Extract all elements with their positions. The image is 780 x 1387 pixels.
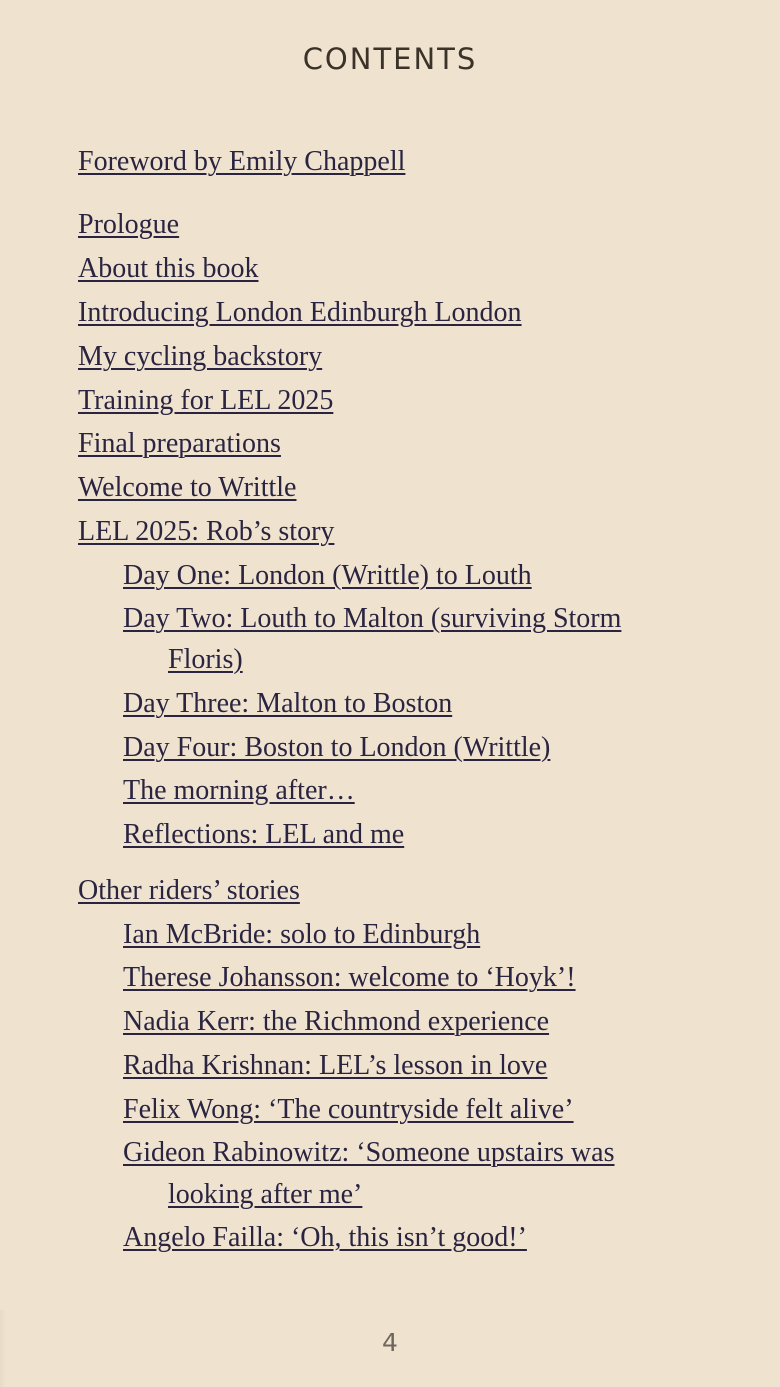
toc-item-final-preparations[interactable] <box>78 423 281 464</box>
toc-item-day-two[interactable] <box>123 598 621 639</box>
toc-link[interactable]: Prologue <box>78 209 180 240</box>
toc-item-training[interactable] <box>78 380 333 421</box>
toc-item-robs-story[interactable] <box>78 511 334 552</box>
toc-item-prologue[interactable] <box>78 204 179 245</box>
toc-link[interactable]: About this book <box>78 253 259 284</box>
toc-item-other-riders[interactable] <box>78 870 300 911</box>
toc-link[interactable]: Ian McBride: solo to Edinburgh <box>123 919 481 950</box>
toc-item-morning-after[interactable] <box>123 770 355 811</box>
toc-link[interactable]: The morning after… <box>123 775 355 806</box>
toc-item-introducing-lel[interactable] <box>78 292 522 333</box>
toc-link[interactable]: Final preparations <box>78 428 281 459</box>
toc-link[interactable]: Angelo Failla: ‘Oh, this isn’t good!’ <box>123 1222 527 1253</box>
toc-item-about-this-book[interactable] <box>78 248 258 289</box>
toc-link[interactable]: Day Three: Malton to Boston <box>123 688 453 719</box>
toc-item-radha-krishnan[interactable] <box>123 1045 547 1086</box>
toc-link[interactable]: Floris) <box>168 644 243 675</box>
toc-link[interactable]: Radha Krishnan: LEL’s lesson in love <box>123 1050 548 1081</box>
toc-link[interactable]: My cycling backstory <box>78 341 323 372</box>
toc-item-day-two-continued[interactable] <box>168 639 243 680</box>
toc-link[interactable]: Foreword by Emily Chappell <box>78 146 406 177</box>
toc-item-felix-wong[interactable] <box>123 1089 574 1130</box>
toc-link[interactable]: Introducing London Edinburgh London <box>78 297 522 328</box>
toc-item-welcome-to-writtle[interactable] <box>78 467 296 508</box>
toc-link[interactable]: Therese Johansson: welcome to ‘Hoyk’! <box>123 962 576 993</box>
page-number: 4 <box>382 1328 398 1357</box>
toc-link[interactable]: Training for LEL 2025 <box>78 385 334 416</box>
toc-link[interactable]: looking after me’ <box>168 1179 363 1210</box>
toc-item-gideon-rabinowitz-continued[interactable] <box>168 1174 362 1215</box>
toc-item-day-four[interactable] <box>123 727 550 768</box>
toc-link[interactable]: Day Four: Boston to London (Writtle) <box>123 732 551 763</box>
toc-item-reflections[interactable] <box>123 814 404 855</box>
toc-item-therese-johansson[interactable] <box>123 957 576 998</box>
toc-item-day-three[interactable] <box>123 683 452 724</box>
page-title: CONTENTS <box>302 42 478 76</box>
toc-item-day-one[interactable] <box>123 555 532 596</box>
toc-item-angelo-failla[interactable] <box>123 1217 527 1258</box>
toc-item-foreword[interactable] <box>78 141 405 182</box>
toc-item-cycling-backstory[interactable] <box>78 336 322 377</box>
toc-link[interactable]: Welcome to Writtle <box>78 472 297 503</box>
toc-link[interactable]: Nadia Kerr: the Richmond experience <box>123 1006 550 1037</box>
toc-link[interactable]: Day One: London (Writtle) to Louth <box>123 560 532 591</box>
toc-link[interactable]: Felix Wong: ‘The countryside felt alive’ <box>123 1094 574 1125</box>
toc-link[interactable]: Gideon Rabinowitz: ‘Someone upstairs was <box>123 1137 615 1168</box>
toc-link[interactable]: Other riders’ stories <box>78 875 300 906</box>
toc-link[interactable]: LEL 2025: Rob’s story <box>78 516 335 547</box>
toc-item-gideon-rabinowitz[interactable] <box>123 1132 614 1173</box>
toc-link[interactable]: Day Two: Louth to Malton (surviving Storm <box>123 603 622 634</box>
toc-link[interactable]: Reflections: LEL and me <box>123 819 405 850</box>
toc-item-ian-mcbride[interactable] <box>123 914 480 955</box>
toc-item-nadia-kerr[interactable] <box>123 1001 549 1042</box>
